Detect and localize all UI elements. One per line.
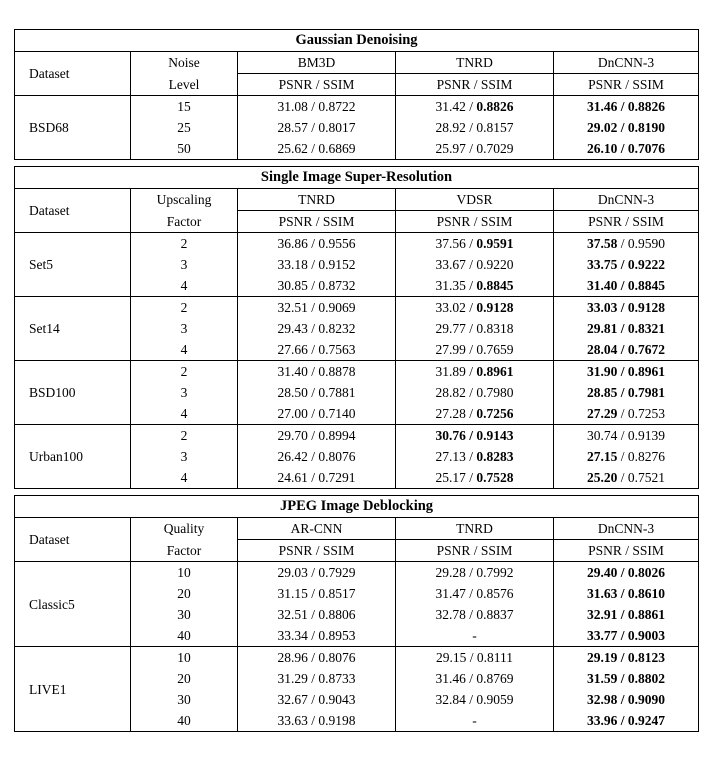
best-result-value: 30.76 / 0.9143 bbox=[435, 428, 514, 443]
factor-value-cell: 3 bbox=[131, 318, 238, 339]
result-row bbox=[15, 96, 699, 118]
best-result-value: 31.40 / 0.8845 bbox=[587, 278, 666, 293]
result-cell bbox=[238, 647, 396, 669]
dataset-group-set5 bbox=[15, 233, 699, 297]
result-cell bbox=[238, 339, 396, 361]
result-cell bbox=[238, 403, 396, 425]
table-head bbox=[15, 167, 699, 233]
dataset-name-cell: Classic5 bbox=[15, 562, 131, 647]
result-value: 27.66 / 0.7563 bbox=[277, 342, 356, 357]
column-header-method-dncnn-3: DnCNN-3 bbox=[554, 189, 699, 211]
result-row bbox=[15, 425, 699, 447]
column-header-metric: PSNR / SSIM bbox=[238, 540, 396, 562]
result-cell bbox=[238, 710, 396, 732]
result-row bbox=[15, 361, 699, 383]
column-header-method-vdsr: VDSR bbox=[396, 189, 554, 211]
column-header-metric: PSNR / SSIM bbox=[238, 211, 396, 233]
section-title-row bbox=[15, 496, 699, 518]
best-result-value: 29.19 / 0.8123 bbox=[587, 650, 666, 665]
result-cell bbox=[554, 297, 699, 319]
result-value: 33.67 / 0.9220 bbox=[435, 257, 514, 272]
column-header-method-tnrd: TNRD bbox=[396, 518, 554, 540]
dataset-name-cell: BSD68 bbox=[15, 96, 131, 160]
factor-value-cell: 10 bbox=[131, 647, 238, 669]
column-header-metric: PSNR / SSIM bbox=[554, 74, 699, 96]
result-cell bbox=[396, 583, 554, 604]
column-header-metric: PSNR / SSIM bbox=[554, 540, 699, 562]
factor-value-cell: 40 bbox=[131, 710, 238, 732]
factor-value-cell: 2 bbox=[131, 425, 238, 447]
result-cell bbox=[396, 604, 554, 625]
column-header-metric: PSNR / SSIM bbox=[554, 211, 699, 233]
result-cell bbox=[238, 318, 396, 339]
best-result-value: 33.96 / 0.9247 bbox=[587, 713, 666, 728]
result-cell bbox=[396, 446, 554, 467]
result-cell bbox=[238, 138, 396, 160]
result-value: 25.17 / bbox=[435, 470, 477, 485]
column-header-method-tnrd: TNRD bbox=[396, 52, 554, 74]
result-cell bbox=[238, 467, 396, 489]
column-header-factor-top: Upscaling bbox=[131, 189, 238, 211]
result-value: 33.34 / 0.8953 bbox=[277, 628, 356, 643]
result-value: 29.15 / 0.8111 bbox=[436, 650, 513, 665]
result-cell bbox=[238, 625, 396, 647]
result-value: 31.89 / bbox=[435, 364, 477, 379]
result-cell bbox=[396, 96, 554, 118]
factor-value-cell: 10 bbox=[131, 562, 238, 584]
result-value: 30.74 / 0.9139 bbox=[587, 428, 666, 443]
result-value: 24.61 / 0.7291 bbox=[277, 470, 356, 485]
result-value: 32.78 / 0.8837 bbox=[435, 607, 514, 622]
factor-value-cell: 25 bbox=[131, 117, 238, 138]
dataset-name-cell: Set5 bbox=[15, 233, 131, 297]
results-table-jpeg-deblocking bbox=[14, 495, 699, 732]
result-cell bbox=[396, 117, 554, 138]
section-title-row bbox=[15, 30, 699, 52]
result-cell bbox=[554, 425, 699, 447]
factor-value-cell: 50 bbox=[131, 138, 238, 160]
result-value: 29.03 / 0.7929 bbox=[277, 565, 356, 580]
result-cell bbox=[396, 233, 554, 255]
result-value: 32.51 / 0.8806 bbox=[277, 607, 356, 622]
factor-value-cell: 2 bbox=[131, 297, 238, 319]
factor-value-cell: 15 bbox=[131, 96, 238, 118]
factor-value-cell: 40 bbox=[131, 625, 238, 647]
result-value: 31.42 / bbox=[435, 99, 477, 114]
column-header-factor-bottom: Factor bbox=[131, 211, 238, 233]
best-result-value: 31.63 / 0.8610 bbox=[587, 586, 666, 601]
benchmark-results bbox=[14, 29, 698, 732]
factor-value-cell: 20 bbox=[131, 668, 238, 689]
best-result-value: 37.58 bbox=[587, 236, 618, 251]
result-cell bbox=[238, 668, 396, 689]
result-value: 28.57 / 0.8017 bbox=[277, 120, 356, 135]
result-value: 30.85 / 0.8732 bbox=[277, 278, 356, 293]
table-head bbox=[15, 30, 699, 96]
result-cell bbox=[554, 446, 699, 467]
column-header-metric: PSNR / SSIM bbox=[238, 74, 396, 96]
result-cell bbox=[554, 562, 699, 584]
result-value: 29.70 / 0.8994 bbox=[277, 428, 356, 443]
result-row bbox=[15, 297, 699, 319]
best-result-value: 33.75 / 0.9222 bbox=[587, 257, 666, 272]
result-cell bbox=[238, 297, 396, 319]
dataset-name-cell: BSD100 bbox=[15, 361, 131, 425]
result-cell bbox=[554, 403, 699, 425]
results-table-super-resolution bbox=[14, 166, 699, 489]
result-cell bbox=[396, 339, 554, 361]
result-cell bbox=[554, 361, 699, 383]
column-header-factor-bottom: Level bbox=[131, 74, 238, 96]
best-result-value: 0.8283 bbox=[476, 449, 514, 464]
result-cell bbox=[554, 117, 699, 138]
result-value: - bbox=[472, 628, 477, 643]
result-cell bbox=[554, 689, 699, 710]
result-cell bbox=[238, 233, 396, 255]
factor-value-cell: 2 bbox=[131, 361, 238, 383]
column-header-metric: PSNR / SSIM bbox=[396, 74, 554, 96]
best-result-value: 32.91 / 0.8861 bbox=[587, 607, 666, 622]
factor-value-cell: 3 bbox=[131, 254, 238, 275]
result-value: 32.51 / 0.9069 bbox=[277, 300, 356, 315]
column-header-metric: PSNR / SSIM bbox=[396, 540, 554, 562]
result-value: / 0.8276 bbox=[617, 449, 666, 464]
result-value: 28.50 / 0.7881 bbox=[277, 385, 356, 400]
result-cell bbox=[396, 647, 554, 669]
result-value: 31.47 / 0.8576 bbox=[435, 586, 514, 601]
column-header-dataset: Dataset bbox=[15, 52, 131, 96]
result-cell bbox=[238, 117, 396, 138]
factor-value-cell: 4 bbox=[131, 339, 238, 361]
result-cell bbox=[396, 425, 554, 447]
result-cell bbox=[238, 254, 396, 275]
result-cell bbox=[396, 689, 554, 710]
best-result-value: 0.9128 bbox=[476, 300, 514, 315]
result-cell bbox=[396, 562, 554, 584]
column-header-factor-bottom: Factor bbox=[131, 540, 238, 562]
result-cell bbox=[554, 668, 699, 689]
result-value: 31.46 / 0.8769 bbox=[435, 671, 514, 686]
result-value: 28.92 / 0.8157 bbox=[435, 120, 514, 135]
column-header-method-dncnn-3: DnCNN-3 bbox=[554, 518, 699, 540]
result-cell bbox=[554, 138, 699, 160]
best-result-value: 29.40 / 0.8026 bbox=[587, 565, 666, 580]
best-result-value: 0.8845 bbox=[476, 278, 514, 293]
dataset-group-live1 bbox=[15, 647, 699, 732]
best-result-value: 33.77 / 0.9003 bbox=[587, 628, 666, 643]
result-cell bbox=[554, 254, 699, 275]
result-value: 27.00 / 0.7140 bbox=[277, 406, 356, 421]
section-title: JPEG Image Deblocking bbox=[15, 496, 699, 518]
result-cell bbox=[396, 275, 554, 297]
result-cell bbox=[554, 339, 699, 361]
best-result-value: 31.46 / 0.8826 bbox=[586, 99, 665, 114]
best-result-value: 27.29 bbox=[587, 406, 618, 421]
result-row bbox=[15, 562, 699, 584]
result-value: 33.02 / bbox=[435, 300, 477, 315]
column-header-metric: PSNR / SSIM bbox=[396, 211, 554, 233]
result-value: 25.62 / 0.6869 bbox=[277, 141, 356, 156]
factor-value-cell: 30 bbox=[131, 689, 238, 710]
result-value: 29.43 / 0.8232 bbox=[277, 321, 356, 336]
result-value: 28.82 / 0.7980 bbox=[435, 385, 514, 400]
result-cell bbox=[554, 467, 699, 489]
best-result-value: 29.02 / 0.8190 bbox=[586, 120, 665, 135]
best-result-value: 29.81 / 0.8321 bbox=[587, 321, 666, 336]
result-cell bbox=[554, 604, 699, 625]
result-cell bbox=[396, 403, 554, 425]
factor-value-cell: 3 bbox=[131, 382, 238, 403]
factor-value-cell: 20 bbox=[131, 583, 238, 604]
result-value: - bbox=[472, 713, 477, 728]
column-header-factor-top: Noise bbox=[131, 52, 238, 74]
result-value: 27.28 / bbox=[435, 406, 477, 421]
dataset-name-cell: Set14 bbox=[15, 297, 131, 361]
result-cell bbox=[396, 318, 554, 339]
section-title: Gaussian Denoising bbox=[15, 30, 699, 52]
result-cell bbox=[554, 275, 699, 297]
result-cell bbox=[396, 138, 554, 160]
result-cell bbox=[554, 625, 699, 647]
result-cell bbox=[554, 233, 699, 255]
result-cell bbox=[554, 710, 699, 732]
result-cell bbox=[238, 275, 396, 297]
dataset-group-bsd100 bbox=[15, 361, 699, 425]
factor-value-cell: 30 bbox=[131, 604, 238, 625]
result-value: 31.08 / 0.8722 bbox=[277, 99, 356, 114]
result-cell bbox=[554, 96, 699, 118]
result-value: 33.18 / 0.9152 bbox=[277, 257, 356, 272]
result-value: 31.29 / 0.8733 bbox=[277, 671, 356, 686]
dataset-group-bsd68 bbox=[15, 96, 699, 160]
column-header-dataset: Dataset bbox=[15, 518, 131, 562]
dataset-name-cell: LIVE1 bbox=[15, 647, 131, 732]
result-value: 29.28 / 0.7992 bbox=[435, 565, 514, 580]
result-cell bbox=[396, 297, 554, 319]
result-value: 33.63 / 0.9198 bbox=[277, 713, 356, 728]
result-cell bbox=[554, 318, 699, 339]
table-head bbox=[15, 496, 699, 562]
result-cell bbox=[238, 689, 396, 710]
results-table-gaussian-denoising bbox=[14, 29, 699, 160]
best-result-value: 0.8826 bbox=[476, 99, 514, 114]
header-row-top bbox=[15, 518, 699, 540]
column-header-factor-top: Quality bbox=[131, 518, 238, 540]
result-value: 28.96 / 0.8076 bbox=[277, 650, 356, 665]
dataset-group-classic5 bbox=[15, 562, 699, 647]
best-result-value: 28.85 / 0.7981 bbox=[587, 385, 666, 400]
best-result-value: 0.7256 bbox=[476, 406, 514, 421]
result-cell bbox=[396, 254, 554, 275]
result-value: 27.13 / bbox=[435, 449, 477, 464]
header-row-top bbox=[15, 189, 699, 211]
best-result-value: 31.59 / 0.8802 bbox=[587, 671, 666, 686]
result-value: / 0.9590 bbox=[617, 236, 666, 251]
dataset-name-cell: Urban100 bbox=[15, 425, 131, 489]
result-cell bbox=[396, 668, 554, 689]
best-result-value: 32.98 / 0.9090 bbox=[587, 692, 666, 707]
best-result-value: 0.8961 bbox=[476, 364, 514, 379]
result-cell bbox=[396, 467, 554, 489]
result-value: / 0.7521 bbox=[617, 470, 666, 485]
result-row bbox=[15, 233, 699, 255]
factor-value-cell: 4 bbox=[131, 403, 238, 425]
header-row-top bbox=[15, 52, 699, 74]
result-value: 32.67 / 0.9043 bbox=[277, 692, 356, 707]
result-cell bbox=[554, 647, 699, 669]
best-result-value: 33.03 / 0.9128 bbox=[587, 300, 666, 315]
result-cell bbox=[396, 382, 554, 403]
column-header-method-ar-cnn: AR-CNN bbox=[238, 518, 396, 540]
section-title-row bbox=[15, 167, 699, 189]
section-title: Single Image Super-Resolution bbox=[15, 167, 699, 189]
result-cell bbox=[238, 361, 396, 383]
result-cell bbox=[554, 583, 699, 604]
column-header-method-tnrd: TNRD bbox=[238, 189, 396, 211]
result-value: 25.97 / 0.7029 bbox=[435, 141, 514, 156]
result-value: 31.40 / 0.8878 bbox=[277, 364, 356, 379]
best-result-value: 0.7528 bbox=[476, 470, 514, 485]
column-header-dataset: Dataset bbox=[15, 189, 131, 233]
dataset-group-urban100 bbox=[15, 425, 699, 489]
result-cell bbox=[238, 96, 396, 118]
result-cell bbox=[396, 710, 554, 732]
result-value: 27.99 / 0.7659 bbox=[435, 342, 514, 357]
result-cell bbox=[554, 382, 699, 403]
column-header-method-dncnn-3: DnCNN-3 bbox=[554, 52, 699, 74]
best-result-value: 26.10 / 0.7076 bbox=[586, 141, 665, 156]
result-value: 31.15 / 0.8517 bbox=[277, 586, 356, 601]
result-value: 26.42 / 0.8076 bbox=[277, 449, 356, 464]
result-cell bbox=[396, 625, 554, 647]
best-result-value: 31.90 / 0.8961 bbox=[587, 364, 666, 379]
result-value: 32.84 / 0.9059 bbox=[435, 692, 514, 707]
result-value: / 0.7253 bbox=[617, 406, 666, 421]
factor-value-cell: 3 bbox=[131, 446, 238, 467]
factor-value-cell: 4 bbox=[131, 467, 238, 489]
result-value: 36.86 / 0.9556 bbox=[277, 236, 356, 251]
result-value: 31.35 / bbox=[435, 278, 477, 293]
dataset-group-set14 bbox=[15, 297, 699, 361]
result-row bbox=[15, 647, 699, 669]
result-cell bbox=[238, 604, 396, 625]
result-value: 29.77 / 0.8318 bbox=[435, 321, 514, 336]
factor-value-cell: 2 bbox=[131, 233, 238, 255]
best-result-value: 0.9591 bbox=[476, 236, 514, 251]
result-cell bbox=[238, 562, 396, 584]
result-cell bbox=[396, 361, 554, 383]
best-result-value: 27.15 bbox=[587, 449, 618, 464]
result-value: 37.56 / bbox=[435, 236, 477, 251]
result-cell bbox=[238, 382, 396, 403]
column-header-method-bm3d: BM3D bbox=[238, 52, 396, 74]
result-cell bbox=[238, 583, 396, 604]
best-result-value: 25.20 bbox=[587, 470, 618, 485]
result-cell bbox=[238, 425, 396, 447]
result-cell bbox=[238, 446, 396, 467]
factor-value-cell: 4 bbox=[131, 275, 238, 297]
best-result-value: 28.04 / 0.7672 bbox=[587, 342, 666, 357]
